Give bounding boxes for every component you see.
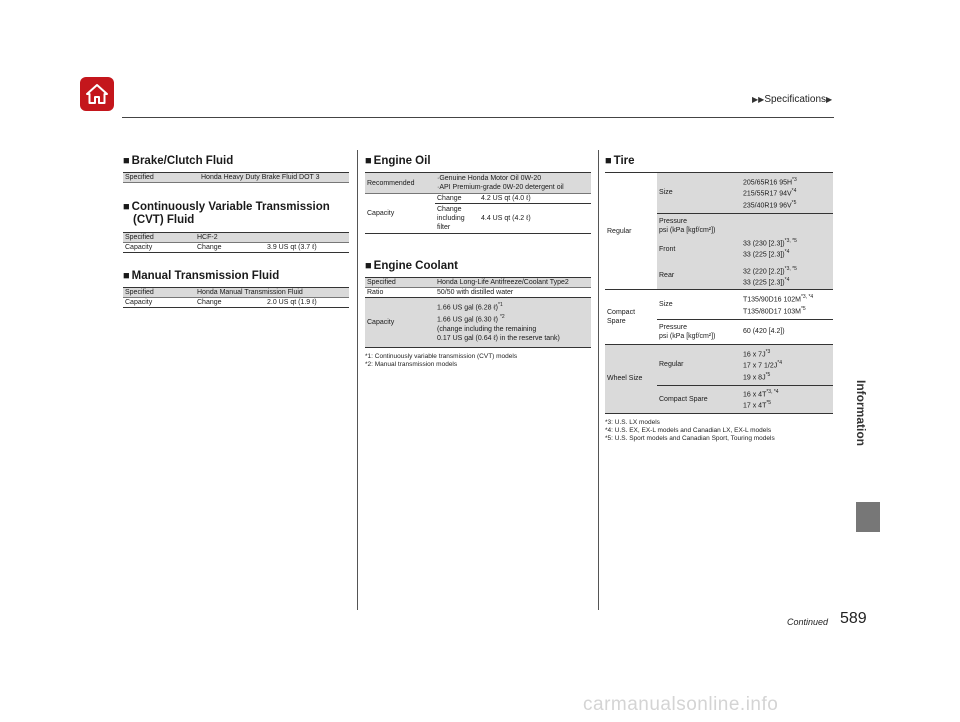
engine-oil-section	[365, 155, 591, 234]
header-rule	[122, 117, 834, 118]
brake-fluid-section	[123, 155, 349, 183]
manual-fluid-section	[123, 270, 349, 308]
footnotes: *3: U.S. LX models *4: U.S. EX, EX-L models and Canadian LX, EX-L models *5: U.S. Sport models and Canadian Sport, Touring models	[605, 418, 775, 442]
square-bullet-icon: ■	[123, 155, 130, 167]
home-button[interactable]	[80, 77, 114, 111]
brake-fluid-table: Specified Honda Heavy Duty Brake Fluid DOT 3	[123, 172, 349, 183]
section-title: ■ Manual Transmission Fluid	[123, 270, 280, 282]
breadcrumb-arrow-icon: ▶	[826, 95, 833, 104]
side-tab-label: Information	[854, 380, 868, 446]
side-tab-marker	[856, 502, 880, 532]
home-icon	[85, 83, 109, 105]
section-title: ■ Continuously Variable Transmission (CVT) Fluid	[123, 201, 330, 226]
column-divider	[598, 150, 599, 610]
continued-label: Continued	[787, 617, 829, 627]
square-bullet-icon: ■	[605, 155, 612, 167]
section-title: ■ Engine Coolant	[365, 260, 458, 272]
cvt-fluid-table: Specified HCF-2 Capacity Change 3.9 US qt (3.7 ℓ)	[123, 232, 349, 253]
watermark: carmanualsonline.info	[583, 694, 779, 715]
page-number: 589	[840, 610, 867, 627]
section-title: ■ Brake/Clutch Fluid	[123, 155, 234, 167]
square-bullet-icon: ■	[365, 155, 372, 167]
tire-table: Regular Size 205/65R16 $95H^{*3}$ 215/55R17 $94V^{*4}$ 235/40R19 $96V^{*5}$ Pressure psi (kPa [kgf/cm²]) Front 33 (230 [2.3])$^{*3, *5}$ 33 (225 [2.3])$^{*4}$ Rear 32 (220 [2.2])$^{*3, *5}$ 33 (225 [2.3])$^{*4}$ Compact Spare Size T135/90D16 $102M^{*3, *4}$ T135/80D17 $103M^{*5}$ Pressure psi (kPa [kgf/cm²]) 60 (420 [4.2]) Wheel Size Regular 16 x $7J^{*3}$ 17 x 7 $1/2J^{*4}$ 19 x $8J^{*5}$ Compact Spare 16 x $4T^{*3, *4}$ 17 x $4T^{*5}$	[605, 172, 833, 414]
column-divider	[357, 150, 358, 610]
side-tab-information[interactable]	[848, 380, 888, 500]
breadcrumb[interactable]	[752, 94, 832, 105]
engine-coolant-table: Specified Honda Long-Life Antifreeze/Coolant Type2 Ratio 50/50 with distilled water Capacity 1.66 US gal (6.28 ℓ)$^{*1}$ 1.66 US gal (6.30 ℓ) $^{*2}$ (change including the remaining 0.17 US gal (0.64 ℓ) in the reserve tank)	[365, 277, 591, 348]
square-bullet-icon: ■	[365, 260, 372, 272]
tire-section	[605, 155, 833, 443]
breadcrumb-arrow-icon: ▶▶	[752, 95, 765, 104]
footnotes: *1: Continuously variable transmission (CVT) models *2: Manual transmission models	[365, 352, 518, 368]
engine-oil-table: Recommended ·Genuine Honda Motor Oil 0W-20 ·API Premium-grade 0W-20 detergent oil Capacity Change 4.2 US qt (4.0 ℓ) Change including filter 4.4 US qt (4.2 ℓ)	[365, 172, 591, 234]
breadcrumb-label: Specifications	[764, 94, 827, 105]
manual-fluid-table: Specified Honda Manual Transmission Fluid Capacity Change 2.0 US qt (1.9 ℓ)	[123, 287, 349, 308]
section-title: ■ Tire	[605, 155, 635, 167]
square-bullet-icon: ■	[123, 270, 130, 282]
engine-coolant-section	[365, 260, 591, 369]
cvt-fluid-section	[123, 201, 349, 253]
square-bullet-icon: ■	[123, 201, 130, 213]
section-title: ■ Engine Oil	[365, 155, 431, 167]
